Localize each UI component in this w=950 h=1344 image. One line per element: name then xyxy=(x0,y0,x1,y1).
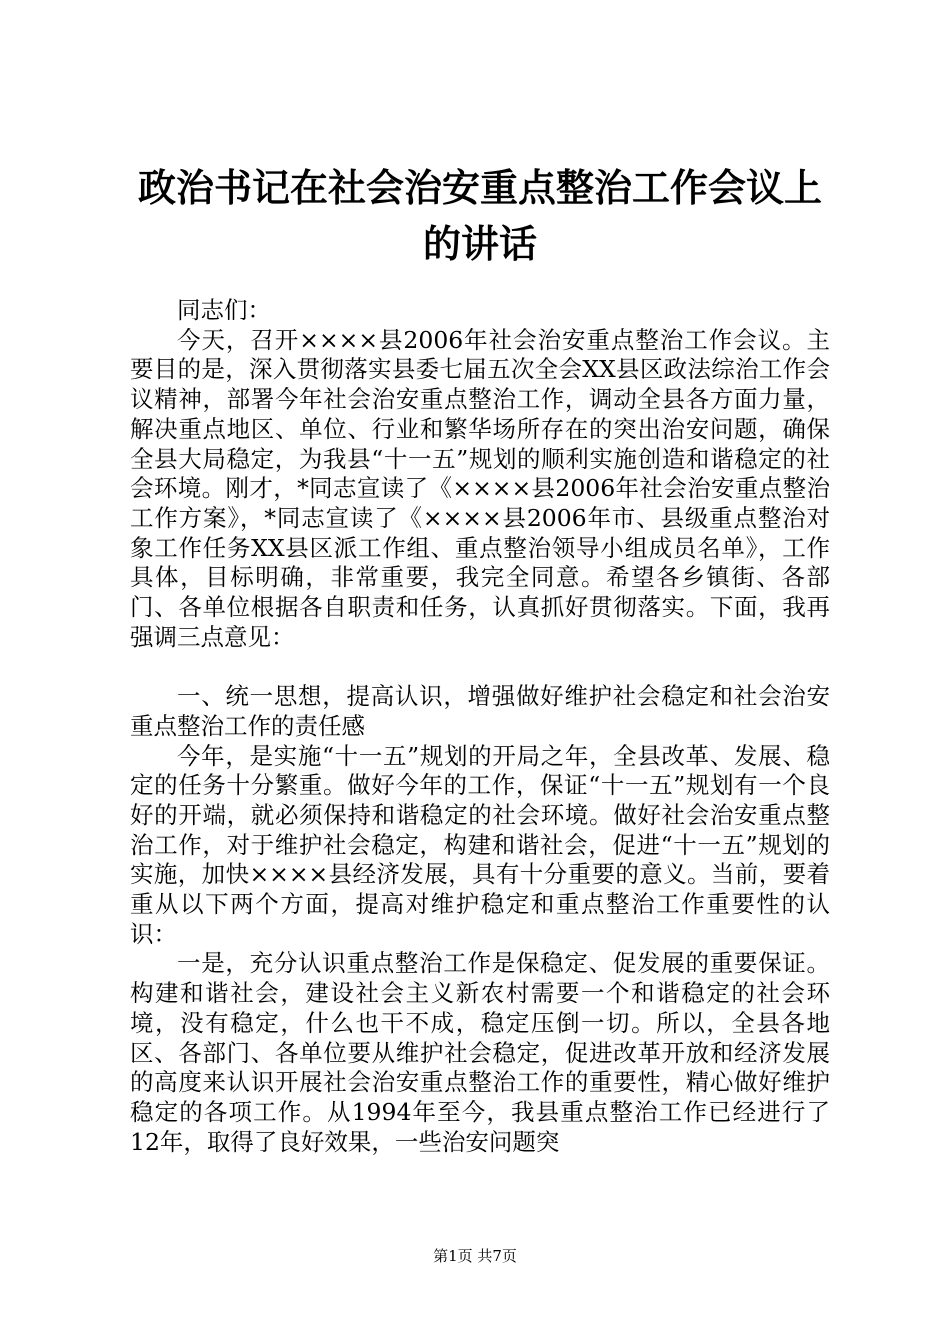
paragraph-point-1: 一是，充分认识重点整治工作是保稳定、促发展的重要保证。构建和谐社会，建设社会主义新农村需要一个和谐稳定的社会环境，没有稳定，什么也干不成，稳定压倒一切。所以，全县各地区、各部门、各单位要从维护社会稳定，促进改革开放和经济发展的高度来认识开展社会治安重点整治工作的重要性，精心做好维护稳定的各项工作。从1994年至今，我县重点整治工作已经进行了12年，取得了良好效果，一些治安问题突 xyxy=(130,949,830,1156)
document-title: 政治书记在社会治安重点整治工作会议上的讲话 xyxy=(137,165,822,266)
document-body xyxy=(130,296,830,1157)
paragraph-gap xyxy=(130,652,830,682)
paragraph-section1-body: 今年，是实施“十一五”规划的开局之年，全县改革、发展、稳定的任务十分繁重。做好今年的工作，保证“十一五”规划有一个良好的开端，就必须保持和谐稳定的社会环境。做好社会治安重点整治工作，对于维护社会稳定，构建和谐社会，促进“十一五”规划的实施，加快××××县经济发展，具有十分重要的意义。当前，要着重从以下两个方面，提高对维护稳定和重点整治工作重要性的认识： xyxy=(130,741,830,948)
page-footer: 第1页 共7页 xyxy=(433,1247,517,1265)
section-heading-1: 一、统一思想，提高认识，增强做好维护社会稳定和社会治安重点整治工作的责任感 xyxy=(130,682,830,740)
paragraph-intro: 今天，召开××××县2006年社会治安重点整治工作会议。主要目的是，深入贯彻落实县委七届五次全会XX县区政法综治工作会议精神，部署今年社会治安重点整治工作，调动全县各方面力量，解决重点地区、单位、行业和繁华场所存在的突出治安问题，确保全县大局稳定，为我县“十一五”规划的顺利实施创造和谐稳定的社会环境。刚才，*同志宣读了《××××县2006年社会治安重点整治工作方案》，*同志宣读了《××××县2006年市、县级重点整治对象工作任务XX县区派工作组、重点整治领导小组成员名单》，工作具体，目标明确，非常重要，我完全同意。希望各乡镇街、各部门、各单位根据各自职责和任务，认真抓好贯彻落实。下面，我再强调三点意见： xyxy=(130,325,830,651)
salutation: 同志们： xyxy=(177,296,271,324)
